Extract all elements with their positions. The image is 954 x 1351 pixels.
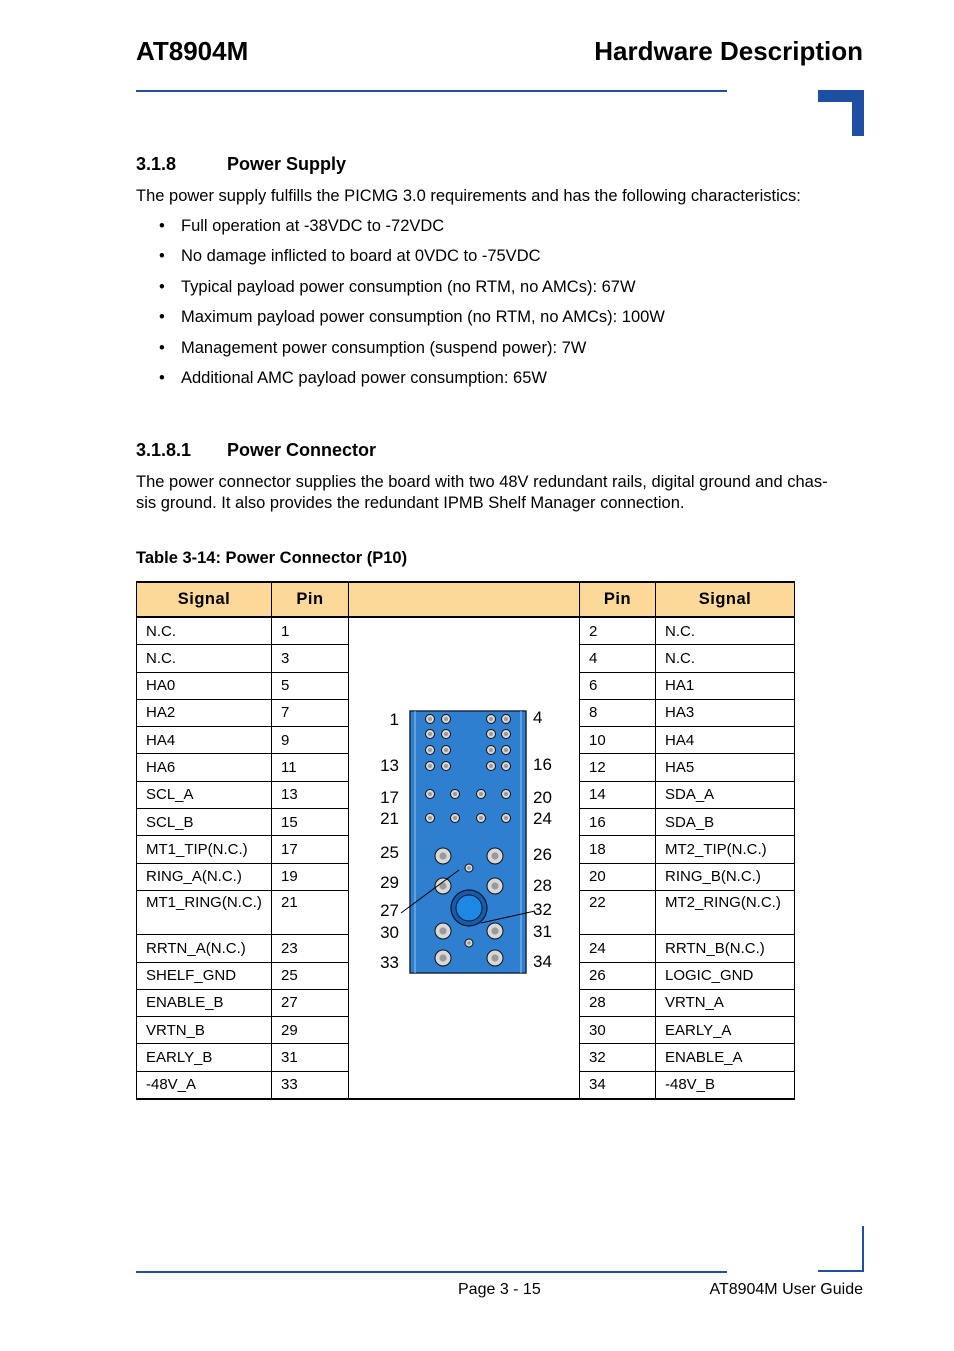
connector-pin-core (428, 764, 432, 768)
footer-corner-mark (818, 1226, 864, 1272)
signal-right-cell: RRTN_B(N.C.) (656, 935, 795, 962)
list-item: • Management power consumption (suspend power): 7W (181, 339, 586, 358)
list-item: • Typical payload power consumption (no RTM, no AMCs): 67W (181, 278, 636, 297)
pin-number-label: 21 (380, 809, 399, 828)
signal-left-cell: N.C. (137, 645, 272, 672)
pin-left-cell: 3 (272, 645, 349, 672)
footer-page-number: Page 3 - 15 (458, 1281, 541, 1298)
pin-left-cell: 13 (272, 781, 349, 808)
pin-number-label: 34 (533, 952, 552, 971)
pin-left-cell: 9 (272, 727, 349, 754)
footer-guide-title: AT8904M User Guide (709, 1281, 863, 1298)
list-item: • Additional AMC payload power consumption: 65W (181, 369, 547, 388)
signal-right-cell: HA3 (656, 699, 795, 726)
connector-pin-core (504, 748, 508, 752)
connector-pin-core (444, 717, 448, 721)
col-header-signal-right: Signal (656, 582, 795, 617)
pin-number-label: 28 (533, 876, 552, 895)
pin-right-cell: 2 (580, 617, 656, 645)
connector-pin-core (491, 927, 498, 934)
table-caption: Table 3-14: Power Connector (P10) (136, 549, 408, 567)
pin-left-cell: 15 (272, 808, 349, 835)
pin-right-cell: 6 (580, 672, 656, 699)
pin-right-cell: 22 (580, 890, 656, 934)
pin-right-cell: 14 (580, 781, 656, 808)
signal-right-cell: HA4 (656, 727, 795, 754)
signal-left-cell: SHELF_GND (137, 962, 272, 989)
header-corner-mark (818, 90, 864, 136)
pin-left-cell: 5 (272, 672, 349, 699)
signal-left-cell: SCL_A (137, 781, 272, 808)
subsection-heading (136, 440, 376, 461)
connector-pin-core (504, 764, 508, 768)
signal-left-cell: SCL_B (137, 808, 272, 835)
pin-number-label: 25 (380, 843, 399, 862)
signal-right-cell: RING_B(N.C.) (656, 863, 795, 890)
col-header-pin-right: Pin (580, 582, 656, 617)
connector-pinout-diagram (349, 618, 580, 1098)
pin-right-cell: 8 (580, 699, 656, 726)
signal-left-cell: RRTN_A(N.C.) (137, 935, 272, 962)
pin-number-label: 16 (533, 755, 552, 774)
signal-right-cell: MT2_RING(N.C.) (656, 890, 795, 934)
pin-right-cell: 30 (580, 1017, 656, 1044)
connector-pin-core (439, 927, 446, 934)
table-row (137, 617, 795, 645)
connector-pin-core (479, 816, 483, 820)
signal-left-cell: HA2 (137, 699, 272, 726)
subsection-text-line2: sis ground. It also provides the redundant IPMB Shelf Manager connection. (136, 494, 685, 512)
signal-left-cell: HA4 (137, 727, 272, 754)
pin-left-cell: 1 (272, 617, 349, 645)
pin-number-label: 32 (533, 900, 552, 919)
signal-left-cell: HA0 (137, 672, 272, 699)
subsection-text-line1: The power connector supplies the board with two 48V redundant rails, digital ground and chas- (136, 473, 828, 491)
signal-left-cell: VRTN_B (137, 1017, 272, 1044)
signal-right-cell: HA1 (656, 672, 795, 699)
connector-pin-core (444, 748, 448, 752)
table-body (137, 617, 795, 1099)
pin-left-cell: 21 (272, 890, 349, 934)
pin-number-label: 29 (380, 873, 399, 892)
signal-left-cell: RING_A(N.C.) (137, 863, 272, 890)
pin-left-cell: 11 (272, 754, 349, 781)
signal-left-cell: N.C. (137, 617, 272, 645)
signal-left-cell: MT1_TIP(N.C.) (137, 836, 272, 863)
pin-number-label: 4 (533, 708, 543, 727)
signal-right-cell: LOGIC_GND (656, 962, 795, 989)
pin-number-label: 1 (389, 710, 399, 729)
signal-left-cell: HA6 (137, 754, 272, 781)
connector-pin-core (504, 816, 508, 820)
subsection-number: 3.1.8.1 (136, 440, 192, 460)
col-header-signal-left: Signal (137, 582, 272, 617)
pin-left-cell: 31 (272, 1044, 349, 1071)
connector-pin-core (479, 792, 483, 796)
pin-right-cell: 32 (580, 1044, 656, 1071)
header-rule (136, 90, 727, 92)
signal-left-cell: MT1_RING(N.C.) (137, 890, 272, 934)
pin-left-cell: 25 (272, 962, 349, 989)
connector-pin-core (444, 732, 448, 736)
connector-pin-core (428, 748, 432, 752)
signal-right-cell: SDA_B (656, 808, 795, 835)
connector-pin-core (428, 732, 432, 736)
pin-left-cell: 7 (272, 699, 349, 726)
connector-pin-core (439, 852, 446, 859)
pin-left-cell: 23 (272, 935, 349, 962)
pin-right-cell: 26 (580, 962, 656, 989)
connector-pin-core (489, 764, 493, 768)
connector-pin-core (428, 717, 432, 721)
connector-pin-core (504, 792, 508, 796)
signal-right-cell: VRTN_A (656, 989, 795, 1016)
pin-right-cell: 20 (580, 863, 656, 890)
connector-pin-core (491, 852, 498, 859)
pin-right-cell: 18 (580, 836, 656, 863)
signal-right-cell: EARLY_A (656, 1017, 795, 1044)
pin-right-cell: 28 (580, 989, 656, 1016)
pin-number-label: 31 (533, 922, 552, 941)
col-header-diagram (349, 582, 580, 617)
pin-left-cell: 29 (272, 1017, 349, 1044)
connector-pin-core (489, 717, 493, 721)
pin-right-cell: 12 (580, 754, 656, 781)
connector-pin-core (453, 816, 457, 820)
signal-left-cell: EARLY_B (137, 1044, 272, 1071)
power-connector-table (136, 581, 795, 1100)
subsection-title: Power Connector (227, 440, 377, 460)
connector-pin-core (428, 792, 432, 796)
pin-right-cell: 34 (580, 1071, 656, 1099)
footer-rule (136, 1271, 727, 1273)
pin-number-label: 17 (380, 788, 399, 807)
pin-right-cell: 16 (580, 808, 656, 835)
pin-left-cell: 33 (272, 1071, 349, 1099)
signal-right-cell: MT2_TIP(N.C.) (656, 836, 795, 863)
connector-diagram-cell (349, 617, 580, 1099)
section-intro: The power supply fulfills the PICMG 3.0 requirements and has the following characteristics: (136, 187, 801, 205)
section-number: 3.1.8 (136, 154, 177, 174)
connector-pin-core (504, 717, 508, 721)
pin-right-cell: 4 (580, 645, 656, 672)
pin-left-cell: 27 (272, 989, 349, 1016)
table-header-row (137, 582, 795, 617)
section-heading (136, 154, 346, 175)
list-item: • Full operation at -38VDC to -72VDC (181, 217, 444, 236)
pin-right-cell: 10 (580, 727, 656, 754)
signal-right-cell: ENABLE_A (656, 1044, 795, 1071)
connector-pin-core (453, 792, 457, 796)
connector-pin-core (491, 954, 498, 961)
connector-pin-core (439, 954, 446, 961)
signal-right-cell: -48V_B (656, 1071, 795, 1099)
signal-right-cell: N.C. (656, 617, 795, 645)
pin-number-label: 30 (380, 923, 399, 942)
connector-pin-core (428, 816, 432, 820)
pin-right-cell: 24 (580, 935, 656, 962)
pin-number-label: 27 (380, 901, 399, 920)
signal-right-cell: N.C. (656, 645, 795, 672)
pin-number-label: 24 (533, 809, 552, 828)
connector-guide-pin (456, 895, 482, 921)
header-product-title: AT8904M (136, 36, 249, 66)
pin-number-label: 13 (380, 756, 399, 775)
connector-pin-core (489, 748, 493, 752)
pin-left-cell: 17 (272, 836, 349, 863)
col-header-pin-left: Pin (272, 582, 349, 617)
list-item: • Maximum payload power consumption (no RTM, no AMCs): 100W (181, 308, 665, 327)
signal-left-cell: ENABLE_B (137, 989, 272, 1016)
pin-number-label: 33 (380, 953, 399, 972)
connector-pin-core (491, 882, 498, 889)
connector-pin-core (504, 732, 508, 736)
signal-left-cell: -48V_A (137, 1071, 272, 1099)
signal-right-cell: SDA_A (656, 781, 795, 808)
header-chapter-title: Hardware Description (594, 36, 863, 66)
connector-pin-core (489, 732, 493, 736)
connector-pin-core (444, 764, 448, 768)
connector-pin-core (467, 941, 471, 945)
list-item: • No damage inflicted to board at 0VDC to -75VDC (181, 247, 541, 266)
section-title: Power Supply (227, 154, 347, 174)
signal-right-cell: HA5 (656, 754, 795, 781)
pin-left-cell: 19 (272, 863, 349, 890)
connector-pin-core (467, 866, 471, 870)
pin-number-label: 26 (533, 845, 552, 864)
pin-number-label: 20 (533, 788, 552, 807)
